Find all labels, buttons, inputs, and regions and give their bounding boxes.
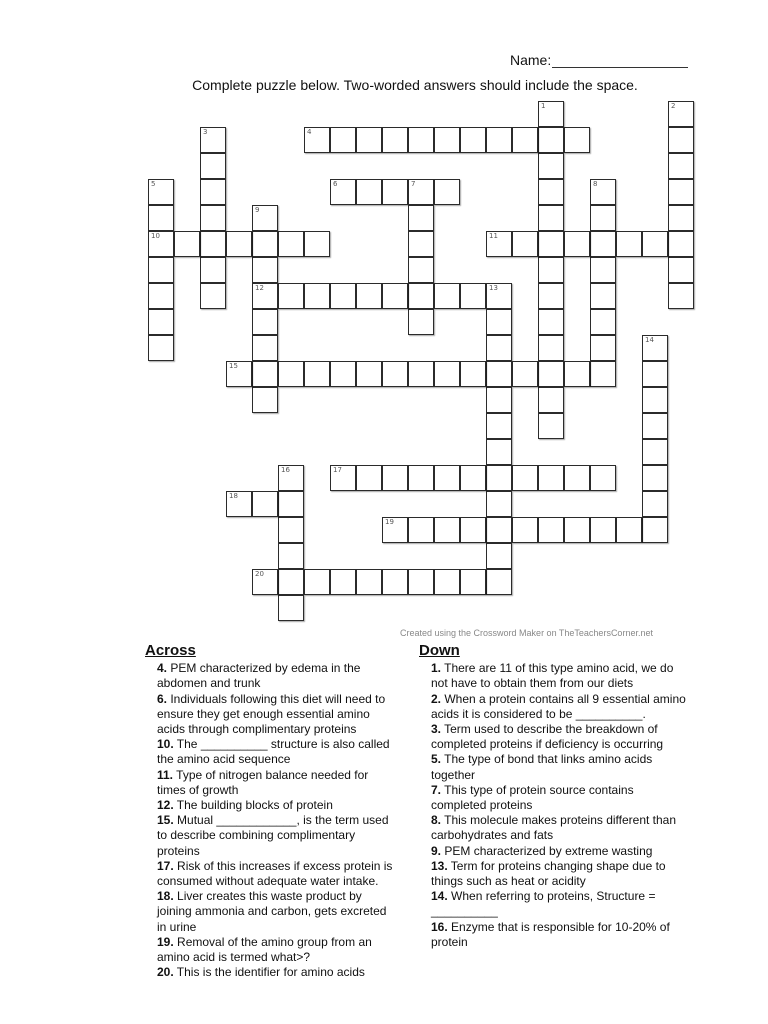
crossword-cell[interactable] <box>460 517 486 543</box>
crossword-cell[interactable] <box>512 517 538 543</box>
down-clue-text: PEM characterized by extreme wasting <box>441 843 653 858</box>
crossword-cell[interactable] <box>226 491 252 517</box>
crossword-cell[interactable] <box>590 335 616 361</box>
crossword-cell[interactable] <box>564 361 590 387</box>
crossword-cell[interactable] <box>642 439 668 465</box>
down-clue-number: 9. <box>431 843 442 858</box>
crossword-cell[interactable] <box>252 257 278 283</box>
crossword-cell[interactable] <box>486 335 512 361</box>
crossword-cell[interactable] <box>330 465 356 491</box>
crossword-cell[interactable] <box>304 569 330 595</box>
down-clue-number: 1. <box>431 661 442 676</box>
crossword-cell[interactable] <box>590 205 616 231</box>
crossword-cell[interactable] <box>174 231 200 257</box>
crossword-cell[interactable] <box>486 387 512 413</box>
crossword-cell[interactable] <box>538 361 564 387</box>
crossword-cell[interactable] <box>408 205 434 231</box>
down-clue-text: The type of bond that links amino acids together <box>431 752 653 782</box>
clue-number-label: 2 <box>671 102 676 110</box>
crossword-cell[interactable] <box>278 595 304 621</box>
crossword-cell[interactable] <box>538 335 564 361</box>
across-clue <box>145 813 395 859</box>
crossword-cell[interactable] <box>642 387 668 413</box>
crossword-cell[interactable] <box>668 231 694 257</box>
crossword-cell[interactable] <box>408 179 434 205</box>
across-clue-text: The __________ structure is also called the amino acid sequence <box>157 737 390 767</box>
crossword-cell[interactable] <box>330 569 356 595</box>
down-clue <box>419 920 687 950</box>
clue-number-label: 9 <box>255 206 260 214</box>
credit-line: Created using the Crossword Maker on TheTeachersCorner.net <box>400 628 653 638</box>
across-clue-text: Individuals following this diet will need to ensure they get enough essential amino acids through complimentary proteins <box>157 691 386 737</box>
crossword-cell[interactable] <box>148 179 174 205</box>
across-clue-number: 15. <box>157 813 174 828</box>
across-clue-number: 6. <box>157 691 168 706</box>
down-clue-number: 14. <box>431 889 448 904</box>
crossword-cell[interactable] <box>252 309 278 335</box>
down-heading: Down <box>419 642 460 659</box>
down-clue <box>419 813 687 843</box>
crossword-cell[interactable] <box>616 517 642 543</box>
crossword-cell[interactable] <box>304 283 330 309</box>
crossword-cell[interactable] <box>538 153 564 179</box>
down-clue-number: 8. <box>431 813 442 828</box>
down-clue <box>419 783 687 813</box>
crossword-cell[interactable] <box>590 257 616 283</box>
crossword-cell[interactable] <box>356 283 382 309</box>
crossword-cell[interactable] <box>356 465 382 491</box>
crossword-cell[interactable] <box>486 231 512 257</box>
crossword-cell[interactable] <box>642 335 668 361</box>
crossword-cell[interactable] <box>590 179 616 205</box>
crossword-cell[interactable] <box>460 127 486 153</box>
crossword-cell[interactable] <box>460 465 486 491</box>
across-clue-text: Liver creates this waste product by joining ammonia and carbon, gets excreted in urine <box>157 889 387 934</box>
crossword-cell[interactable] <box>434 179 460 205</box>
crossword-cell[interactable] <box>512 127 538 153</box>
crossword-cell[interactable] <box>642 491 668 517</box>
across-clue <box>145 935 395 965</box>
clue-number-label: 1 <box>541 102 546 110</box>
across-clue-number: 12. <box>157 798 174 813</box>
crossword-cell[interactable] <box>538 309 564 335</box>
clue-number-label: 20 <box>255 570 264 578</box>
crossword-cell[interactable] <box>460 361 486 387</box>
crossword-cell[interactable] <box>382 283 408 309</box>
crossword-cell[interactable] <box>278 283 304 309</box>
crossword-cell[interactable] <box>304 127 330 153</box>
crossword-cell[interactable] <box>382 465 408 491</box>
crossword-cell[interactable] <box>564 231 590 257</box>
crossword-cell[interactable] <box>538 231 564 257</box>
across-clue-number: 11. <box>157 767 174 782</box>
down-clue-number: 7. <box>431 782 442 797</box>
crossword-cell[interactable] <box>356 179 382 205</box>
down-clue-number: 5. <box>431 752 442 767</box>
crossword-cell[interactable] <box>408 517 434 543</box>
crossword-cell[interactable] <box>668 205 694 231</box>
instructions: Complete puzzle below. Two-worded answers should include the space. <box>192 77 638 93</box>
crossword-cell[interactable] <box>226 361 252 387</box>
down-clue-text: There are 11 of this type amino acid, we do not have to obtain them from our diets <box>431 661 674 691</box>
crossword-cell[interactable] <box>382 179 408 205</box>
crossword-cell[interactable] <box>486 283 512 309</box>
crossword-cell[interactable] <box>486 465 512 491</box>
down-clue-number: 13. <box>431 858 448 873</box>
down-clue <box>419 859 687 889</box>
across-clue-number: 4. <box>157 661 168 676</box>
crossword-cell[interactable] <box>252 231 278 257</box>
crossword-cell[interactable] <box>408 309 434 335</box>
crossword-cell[interactable] <box>590 361 616 387</box>
across-clue <box>145 768 395 798</box>
crossword-cell[interactable] <box>356 569 382 595</box>
crossword-cell[interactable] <box>668 153 694 179</box>
crossword-cell[interactable] <box>668 257 694 283</box>
down-clue <box>419 844 687 859</box>
crossword-cell[interactable] <box>226 231 252 257</box>
crossword-cell[interactable] <box>200 283 226 309</box>
across-clues <box>145 643 395 980</box>
crossword-cell[interactable] <box>408 569 434 595</box>
crossword-cell[interactable] <box>538 205 564 231</box>
crossword-cell[interactable] <box>538 517 564 543</box>
crossword-cell[interactable] <box>382 569 408 595</box>
crossword-cell[interactable] <box>356 361 382 387</box>
crossword-cell[interactable] <box>252 205 278 231</box>
crossword-cell[interactable] <box>408 231 434 257</box>
down-clue-text: This molecule makes proteins different than carbohydrates and fats <box>431 813 677 843</box>
down-clue-text: When referring to proteins, Structure = __________ <box>431 889 656 919</box>
clue-number-label: 18 <box>229 492 238 500</box>
across-clue-text: The building blocks of protein <box>173 798 333 813</box>
crossword-cell[interactable] <box>486 543 512 569</box>
crossword-cell[interactable] <box>278 517 304 543</box>
crossword-cell[interactable] <box>486 569 512 595</box>
down-clue <box>419 722 687 752</box>
crossword-cell[interactable] <box>278 543 304 569</box>
crossword-cell[interactable] <box>434 361 460 387</box>
crossword-cell[interactable] <box>200 153 226 179</box>
crossword-cell[interactable] <box>304 361 330 387</box>
crossword-cell[interactable] <box>434 569 460 595</box>
down-clue-text: Term used to describe the breakdown of completed proteins if deficiency is occurring <box>431 722 664 752</box>
down-clue-text: Term for proteins changing shape due to things such as heat or acidity <box>431 858 666 889</box>
clue-number-label: 3 <box>203 128 208 136</box>
crossword-cell[interactable] <box>200 179 226 205</box>
crossword-cell[interactable] <box>252 491 278 517</box>
across-clue <box>145 737 395 767</box>
crossword-cell[interactable] <box>538 257 564 283</box>
clue-number-label: 12 <box>255 284 264 292</box>
crossword-cell[interactable] <box>486 439 512 465</box>
across-clue-number: 18. <box>157 889 174 904</box>
crossword-cell[interactable] <box>642 361 668 387</box>
crossword-cell[interactable] <box>538 413 564 439</box>
down-clue <box>419 692 687 722</box>
crossword-cell[interactable] <box>200 205 226 231</box>
across-clue <box>145 965 395 980</box>
crossword-cell[interactable] <box>590 465 616 491</box>
across-clue-number: 20. <box>157 965 174 980</box>
crossword-cell[interactable] <box>486 413 512 439</box>
crossword-cell[interactable] <box>200 231 226 257</box>
clue-number-label: 14 <box>645 336 654 344</box>
crossword-cell[interactable] <box>408 361 434 387</box>
crossword-cell[interactable] <box>408 465 434 491</box>
clue-number-label: 15 <box>229 362 238 370</box>
down-clue-number: 16. <box>431 919 448 934</box>
crossword-cell[interactable] <box>408 127 434 153</box>
crossword-cell[interactable] <box>512 231 538 257</box>
clue-number-label: 4 <box>307 128 312 136</box>
across-clue <box>145 798 395 813</box>
down-clues <box>419 643 687 950</box>
crossword-cell[interactable] <box>408 257 434 283</box>
crossword-cell[interactable] <box>486 517 512 543</box>
down-clue <box>419 661 687 691</box>
crossword-cell[interactable] <box>538 283 564 309</box>
down-clue-number: 3. <box>431 722 442 737</box>
across-clue-text: This is the identifier for amino acids <box>173 965 365 980</box>
crossword-cell[interactable] <box>538 387 564 413</box>
crossword-cell[interactable] <box>382 361 408 387</box>
crossword-cell[interactable] <box>512 361 538 387</box>
name-label: Name: <box>510 52 552 68</box>
crossword-cell[interactable] <box>590 283 616 309</box>
crossword-cell[interactable] <box>148 257 174 283</box>
clue-number-label: 10 <box>151 232 160 240</box>
crossword-cell[interactable] <box>564 127 590 153</box>
crossword-cell[interactable] <box>642 231 668 257</box>
clue-number-label: 11 <box>489 232 498 240</box>
crossword-cell[interactable] <box>148 309 174 335</box>
crossword-cell[interactable] <box>330 283 356 309</box>
crossword-cell[interactable] <box>356 127 382 153</box>
crossword-cell[interactable] <box>486 127 512 153</box>
crossword-cell[interactable] <box>252 283 278 309</box>
across-heading: Across <box>145 642 196 659</box>
crossword-cell[interactable] <box>278 231 304 257</box>
crossword-cell[interactable] <box>434 517 460 543</box>
crossword-cell[interactable] <box>668 127 694 153</box>
crossword-cell[interactable] <box>200 127 226 153</box>
crossword-cell[interactable] <box>434 283 460 309</box>
crossword-cell[interactable] <box>642 465 668 491</box>
down-clue <box>419 889 687 919</box>
crossword-cell[interactable] <box>512 465 538 491</box>
crossword-cell[interactable] <box>564 465 590 491</box>
crossword-cell[interactable] <box>408 283 434 309</box>
crossword-cell[interactable] <box>382 517 408 543</box>
crossword-cell[interactable] <box>278 361 304 387</box>
crossword-cell[interactable] <box>148 231 174 257</box>
crossword-cell[interactable] <box>590 309 616 335</box>
crossword-cell[interactable] <box>668 179 694 205</box>
crossword-cell[interactable] <box>330 127 356 153</box>
crossword-cell[interactable] <box>252 361 278 387</box>
across-clue <box>145 661 395 691</box>
down-clue-text: Enzyme that is responsible for 10-20% of protein <box>431 919 670 949</box>
crossword-cell[interactable] <box>616 231 642 257</box>
across-clue-text: Mutual ____________, is the term used to describe combining complimentary proteins <box>157 813 389 858</box>
crossword-cell[interactable] <box>148 283 174 309</box>
across-clue <box>145 692 395 738</box>
across-clue-number: 17. <box>157 858 174 873</box>
crossword-cell[interactable] <box>304 231 330 257</box>
clue-number-label: 13 <box>489 284 498 292</box>
crossword-cell[interactable] <box>382 127 408 153</box>
crossword-cell[interactable] <box>278 491 304 517</box>
crossword-cell[interactable] <box>148 205 174 231</box>
crossword-cell[interactable] <box>434 127 460 153</box>
crossword-cell[interactable] <box>486 491 512 517</box>
crossword-cell[interactable] <box>538 101 564 127</box>
across-clue-text: PEM characterized by edema in the abdomen and trunk <box>157 661 361 691</box>
down-clue-number: 2. <box>431 691 442 706</box>
crossword-cell[interactable] <box>434 465 460 491</box>
crossword-cell[interactable] <box>564 517 590 543</box>
crossword-cell[interactable] <box>278 465 304 491</box>
down-clue <box>419 752 687 782</box>
crossword-cell[interactable] <box>252 387 278 413</box>
crossword-cell[interactable] <box>538 179 564 205</box>
crossword-cell[interactable] <box>252 569 278 595</box>
clue-number-label: 8 <box>593 180 598 188</box>
crossword-cell[interactable] <box>330 179 356 205</box>
down-clue-text: When a protein contains all 9 essential amino acids it is considered to be __________. <box>431 691 686 721</box>
crossword-cell[interactable] <box>538 465 564 491</box>
clue-number-label: 5 <box>151 180 156 188</box>
crossword-cell[interactable] <box>590 231 616 257</box>
crossword-cell[interactable] <box>486 309 512 335</box>
crossword-cell[interactable] <box>460 283 486 309</box>
across-clue-number: 10. <box>157 737 174 752</box>
crossword-cell[interactable] <box>330 361 356 387</box>
across-clue-text: Risk of this increases if excess protein is consumed without adequate water intake. <box>157 858 393 889</box>
across-clue-number: 19. <box>157 934 174 949</box>
crossword-cell[interactable] <box>460 569 486 595</box>
crossword-cell[interactable] <box>590 517 616 543</box>
across-clue <box>145 889 395 935</box>
crossword-cell[interactable] <box>642 413 668 439</box>
clue-number-label: 7 <box>411 180 416 188</box>
crossword-cell[interactable] <box>668 101 694 127</box>
down-clue-text: This type of protein source contains completed proteins <box>431 782 634 813</box>
clue-number-label: 19 <box>385 518 394 526</box>
across-clue-text: Type of nitrogen balance needed for times of growth <box>157 767 369 797</box>
crossword-cell[interactable] <box>538 127 564 153</box>
crossword-cell[interactable] <box>642 517 668 543</box>
crossword-cell[interactable] <box>252 335 278 361</box>
crossword-cell[interactable] <box>148 335 174 361</box>
crossword-cell[interactable] <box>200 257 226 283</box>
clue-number-label: 6 <box>333 180 338 188</box>
crossword-cell[interactable] <box>668 283 694 309</box>
across-clue-text: Removal of the amino group from an amino acid is termed what>? <box>157 934 372 965</box>
crossword-cell[interactable] <box>486 361 512 387</box>
clue-number-label: 17 <box>333 466 342 474</box>
across-clue <box>145 859 395 889</box>
crossword-cell[interactable] <box>278 569 304 595</box>
clue-number-label: 16 <box>281 466 290 474</box>
